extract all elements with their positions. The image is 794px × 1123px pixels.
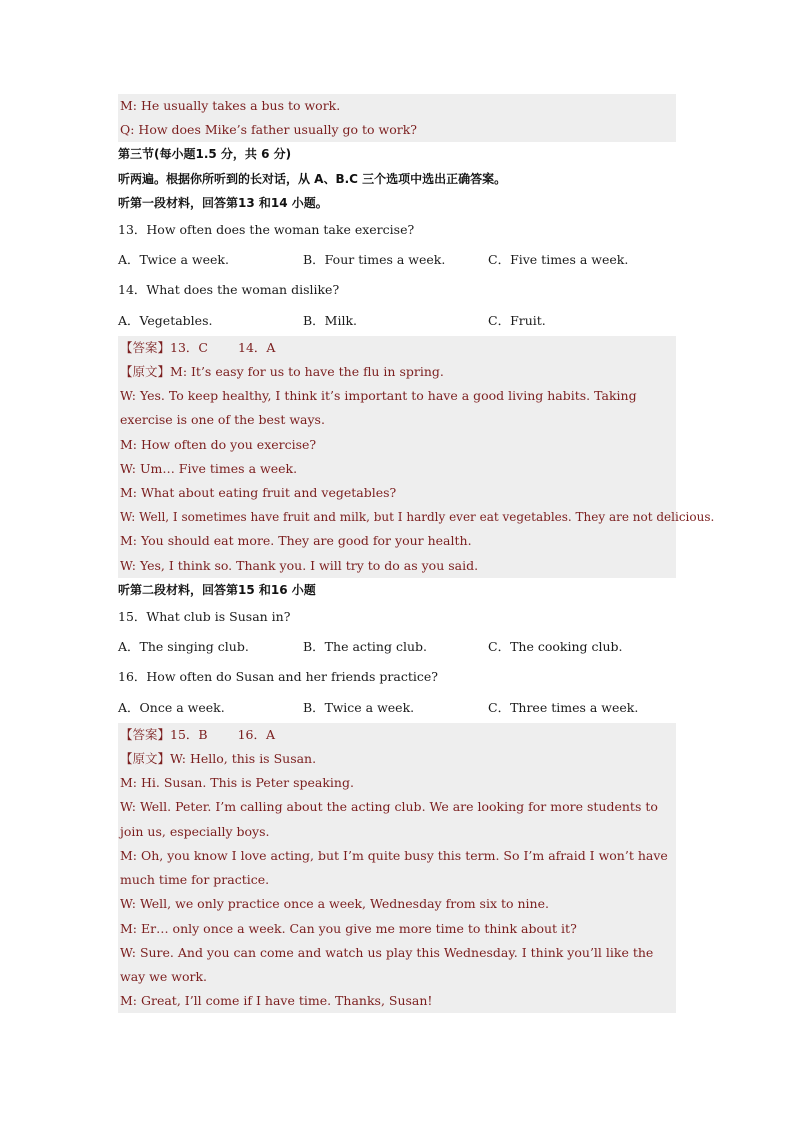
option-a: A．The singing club. [118, 639, 249, 655]
answer-tag: 【答案】 [120, 726, 171, 742]
option-c: C．Fruit. [488, 312, 546, 328]
script-line: W: Yes, I think so. Thank you. I will try to do as you said. [118, 554, 676, 578]
answer-line [118, 336, 676, 360]
question-15: 15．What club is Susan in? [118, 609, 291, 625]
option-a: A．Twice a week. [118, 252, 229, 268]
part1-heading: 听第一段材料，回答第13 和14 小题。 [118, 195, 328, 210]
script-line: M: You should eat more. They are good for your health. [118, 529, 676, 553]
section-instruction: 听两遍。根据你所听到的长对话，从 A、B.C 三个选项中选出正确答案。 [118, 171, 507, 186]
question-16-options [118, 693, 676, 723]
option-b: B．Milk. [303, 312, 358, 328]
part2-heading: 听第二段材料，回答第15 和16 小题 [118, 582, 316, 597]
question-16: 16．How often do Susan and her friends practice? [118, 669, 438, 685]
option-c: C．Three times a week. [488, 699, 639, 715]
document-page [118, 94, 715, 1013]
script-first-line: 【原文】W: Hello, this is Susan. [118, 747, 676, 771]
question-14-options [118, 306, 676, 336]
script-line: W: Well, I sometimes have fruit and milk, but I hardly ever eat vegetables. They are not delicious. [118, 505, 676, 529]
script-tag: 【原文】 [120, 751, 171, 767]
script-line: W: Um… Five times a week. [118, 457, 676, 481]
script-line: W: Sure. And you can come and watch us play this Wednesday. I think you’ll like the way we work. [118, 941, 676, 989]
script-line: M: Er… only once a week. Can you give me more time to think about it? [118, 917, 676, 941]
answer-13: 13．C [170, 339, 208, 355]
script-line: M: Oh, you know I love acting, but I’m quite busy this term. So I’m afraid I won’t have much time for practice. [118, 844, 676, 892]
answer-tag: 【答案】 [120, 339, 171, 355]
question-13: 13．How often does the woman take exercise? [118, 222, 415, 238]
option-b: B．Four times a week. [303, 252, 446, 268]
answer-line [118, 723, 676, 747]
question-13-options [118, 245, 676, 275]
script-line: W: Well. Peter. I’m calling about the acting club. We are looking for more students to join us, especially boys. [118, 795, 676, 843]
question-14: 14．What does the woman dislike? [118, 282, 340, 298]
dialogue-question: Q: How does Mike’s father usually go to work? [118, 118, 676, 142]
option-c: C．Five times a week. [488, 252, 629, 268]
dialogue-line: M: He usually takes a bus to work. [118, 94, 676, 118]
script-line: M: What about eating fruit and vegetables? [118, 481, 676, 505]
answer-15: 15．B [170, 726, 208, 742]
section-heading: 第三节(每小题1.5 分，共 6 分) [118, 147, 292, 162]
option-b: B．The acting club. [303, 639, 427, 655]
option-a: A．Vegetables. [118, 312, 213, 328]
option-a: A．Once a week. [118, 699, 225, 715]
script-tag: 【原文】 [120, 364, 171, 380]
answer-14: 14．A [238, 339, 276, 355]
question-15-options [118, 632, 676, 662]
script-line: W: Well, we only practice once a week, Wednesday from six to nine. [118, 892, 676, 916]
script-first-line: 【原文】M: It’s easy for us to have the flu in spring. [118, 360, 676, 384]
answer-16: 16．A [237, 726, 276, 742]
script-line: M: Hi. Susan. This is Peter speaking. [118, 771, 676, 795]
script-line: M: Great, I’ll come if I have time. Thanks, Susan! [118, 989, 676, 1013]
option-b: B．Twice a week. [303, 699, 415, 715]
option-c: C．The cooking club. [488, 639, 623, 655]
script-line: W: Yes. To keep healthy, I think it’s important to have a good living habits. Taking exercise is one of the best ways. [118, 384, 676, 432]
script-line: M: How often do you exercise? [118, 433, 676, 457]
